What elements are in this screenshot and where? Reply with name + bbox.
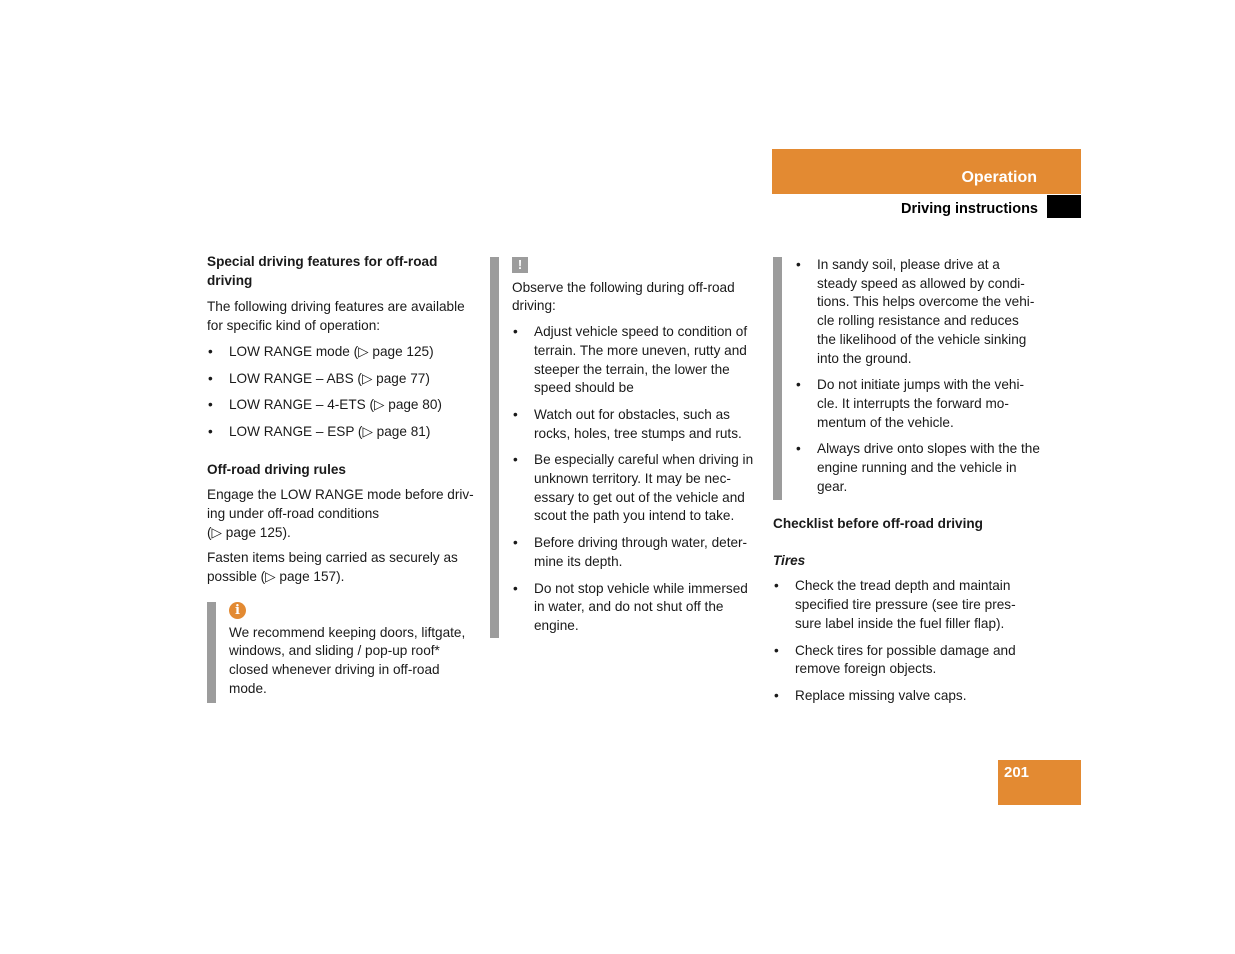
tires-list: [773, 577, 1041, 705]
column-left: [207, 253, 475, 587]
heading-tires: Tires: [773, 552, 806, 568]
warning-intro: Observe the following during off-road driving:: [512, 279, 735, 314]
info-note-text: We recommend keeping doors, liftgate, windows, and sliding / pop-up roof* closed whenever driving in off-road mode.: [229, 624, 466, 696]
page-number: 201: [1004, 764, 1030, 781]
heading-special-features: Special driving features for off-road driving: [207, 254, 438, 288]
list-item: • LOW RANGE – ESP (▷ page 81): [207, 423, 475, 442]
list-item: • Do not initiate jumps with the vehi-cle. It interrupts the forward mo-mentum of the vehicle.: [795, 376, 1041, 432]
list-item: • Always drive onto slopes with the the engine running and the vehicle in gear.: [795, 440, 1041, 496]
info-icon: i: [229, 602, 246, 619]
rule-low-range-line2: ing under off-road conditions: [207, 506, 380, 522]
warning-bar-continued: [773, 257, 782, 500]
list-item: • LOW RANGE mode (▷ page 125): [207, 343, 475, 362]
checklist-section: [773, 515, 1041, 706]
list-item: • In sandy soil, please drive at a steady speed as allowed by condi-tions. This helps overcome the vehi-cle rolling resistance and reduces the likelihood of the vehicle sinking into the ground.: [795, 256, 1041, 368]
warning-list-continued: [795, 256, 1041, 496]
header-marker: [1047, 195, 1081, 218]
features-list: [207, 343, 475, 442]
page-number-box: [998, 760, 1081, 805]
warning-icon: !: [512, 257, 528, 273]
list-item: • Check the tread depth and maintain specified tire pressure (see tire pres-sure label inside the fuel filler flap).: [773, 577, 1041, 633]
info-note-bar: [207, 602, 216, 703]
rule-low-range: [207, 486, 475, 542]
heading-checklist: Checklist before off-road driving: [773, 516, 983, 531]
column-right-warning: [795, 256, 1041, 496]
list-item: • Adjust vehicle speed to condition of terrain. The more uneven, rutty and steeper the terrain, the lower the speed should be: [512, 323, 758, 398]
list-item: • Do not stop vehicle while immersed in water, and do not shut off the engine.: [512, 580, 758, 636]
subsection-title: Driving instructions: [901, 201, 1038, 217]
section-title: Operation: [961, 169, 1037, 186]
list-item: • Watch out for obstacles, such as rocks, holes, tree stumps and ruts.: [512, 406, 758, 443]
section-header-bar: [772, 149, 1081, 194]
list-item: • LOW RANGE – 4-ETS (▷ page 80): [207, 396, 475, 415]
list-item: • Be especially careful when driving in unknown territory. It may be nec-essary to get out of the vehicle and scout the path you intend to take.: [512, 451, 758, 526]
info-note: [229, 601, 475, 699]
list-item: • Replace missing valve caps.: [773, 687, 1041, 706]
list-item: • Before driving through water, deter-mine its depth.: [512, 534, 758, 571]
rule-low-range-line3: (▷ page 125).: [207, 524, 291, 540]
warning-bar: [490, 257, 499, 638]
rule-low-range-line1: Engage the LOW RANGE mode before driv-: [207, 487, 474, 503]
rule-fasten-items: Fasten items being carried as securely as possible (▷ page 157).: [207, 550, 458, 585]
list-item: • Check tires for possible damage and remove foreign objects.: [773, 642, 1041, 679]
heading-offroad-rules: Off-road driving rules: [207, 461, 346, 477]
warning-list: [512, 323, 758, 636]
column-middle-warning: [512, 256, 758, 636]
list-item: • LOW RANGE – ABS (▷ page 77): [207, 370, 475, 389]
features-intro: The following driving features are available for specific kind of operation:: [207, 299, 465, 334]
